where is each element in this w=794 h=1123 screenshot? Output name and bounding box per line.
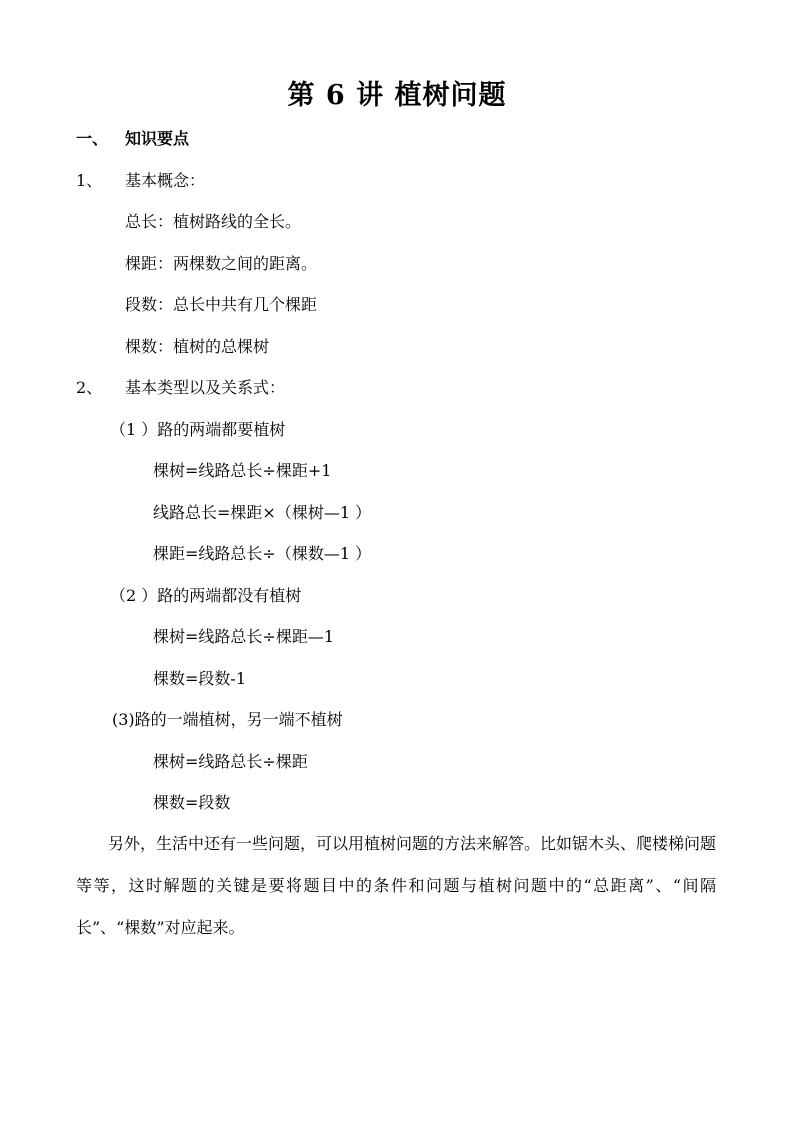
page-title: 第 6 讲 植树问题: [287, 80, 507, 111]
formula-line: 线路总长=棵距×（棵树—1 ）: [153, 503, 372, 522]
definition-line: 棵距：两棵数之间的距离。: [125, 254, 318, 273]
formula-line: 棵数=段数-1: [153, 669, 246, 688]
item-number: 2、: [76, 378, 103, 397]
item-heading: 基本概念：: [125, 171, 206, 190]
definition-line: 总长：植树路线的全长。: [125, 212, 302, 231]
closing-paragraph: 另外，生活中还有一些问题，可以用植树问题的方法来解答。比如锯木头、爬楼梯问题等等，这时解题的关键是要将题目中的条件和问题与植树问题中的“总距离”、“间隔长”、“棵数”对应起来。: [76, 834, 717, 937]
case-heading: （2 ）路的两端都没有植树: [110, 586, 302, 605]
formula-line: 棵树=线路总长÷棵距: [153, 752, 308, 771]
item-number: 1、: [76, 171, 103, 190]
item-heading: 基本类型以及关系式：: [125, 378, 286, 397]
formula-line: 棵距=线路总长÷（棵数—1 ）: [153, 544, 372, 563]
formula-line: 棵数=段数: [153, 793, 231, 812]
definition-line: 段数：总长中共有几个棵距: [125, 295, 318, 314]
case-heading: (3)路的一端植树，另一端不植树: [112, 710, 343, 729]
case-heading: （1 ）路的两端都要植树: [110, 420, 286, 439]
section-number: 一、: [76, 129, 109, 148]
section-heading: 知识要点: [125, 129, 190, 148]
formula-line: 棵树=线路总长÷棵距—1: [153, 627, 334, 646]
formula-line: 棵树=线路总长÷棵距+1: [153, 461, 332, 480]
definition-line: 棵数：植树的总棵树: [125, 337, 270, 356]
